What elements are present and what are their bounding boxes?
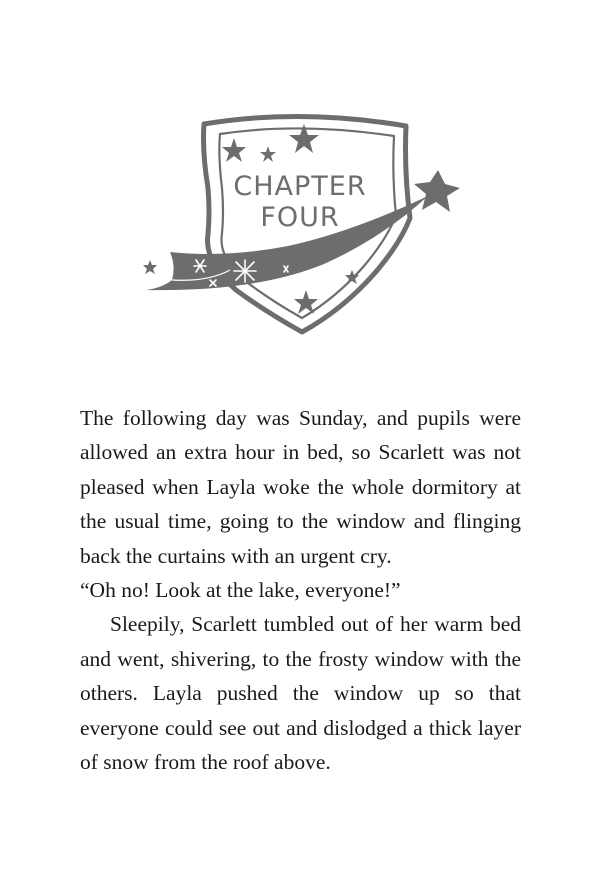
chapter-title-line-2: FOUR — [260, 202, 340, 233]
chapter-body — [80, 401, 521, 779]
paragraph: “Oh no! Look at the lake, everyone!” — [80, 578, 401, 603]
chapter-title-line-1: CHAPTER — [233, 171, 367, 202]
paragraph: The following day was Sunday, and pupils were allowed an extra hour in bed, so Scarlett was not pleased when Layla woke the whole dormitory at the usual time, going to the window and flinging back the curtains with an urgent cry. — [80, 406, 521, 568]
paragraph: Sleepily, Scarlett tumbled out of her warm bed and went, shivering, to the frosty window with the others. Layla pushed the window up so that everyone could see out and dislodged a thick layer of snow from the roof above. — [80, 612, 521, 775]
